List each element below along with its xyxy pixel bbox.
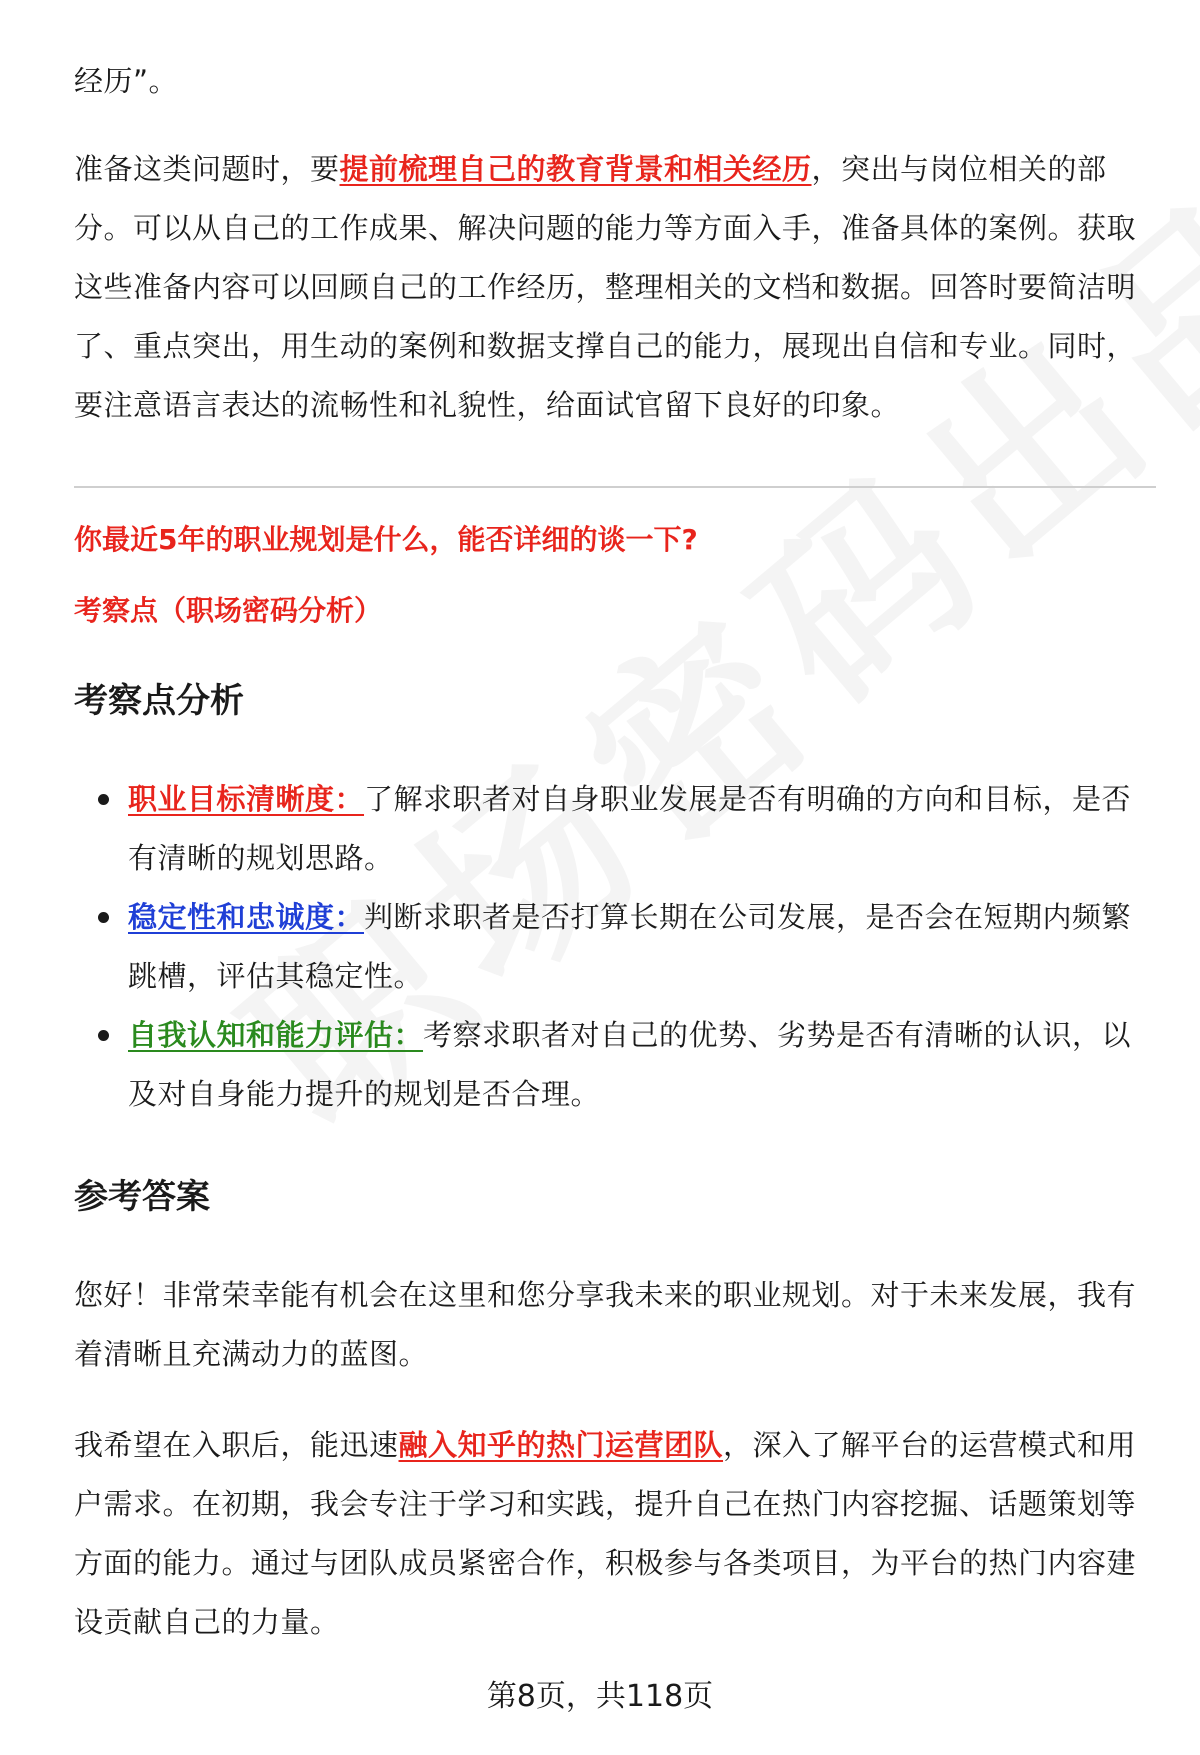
answer-heading: 参考答案: [74, 1177, 210, 1217]
answer-paragraph-2: [74, 1416, 1156, 1652]
point-label: 职业目标清晰度：: [128, 782, 365, 816]
analysis-list: [74, 770, 1156, 1124]
intro-line: [74, 52, 1156, 111]
bullet-icon: [98, 912, 109, 923]
answer-p1-text: 您好！非常荣幸能有机会在这里和您分享我未来的职业规划。对于未来发展，我有着清晰且充满动力的蓝图。: [74, 1278, 1137, 1371]
prep-before: 准备这类问题时，要: [74, 152, 340, 186]
section-divider: [74, 486, 1156, 488]
bullet-icon: [98, 794, 109, 805]
list-item: [74, 770, 1156, 888]
point-label: 自我认知和能力评估：: [128, 1018, 424, 1052]
question-title: 你最近5年的职业规划是什么，能否详细的谈一下?: [74, 523, 698, 556]
point-label: 稳定性和忠诚度：: [128, 900, 365, 934]
answer-p2-highlight: 融入知乎的热门运营团队: [398, 1428, 724, 1462]
prep-highlight: 提前梳理自己的教育背景和相关经历: [339, 152, 812, 186]
page-number: 第8页，共118页: [486, 1679, 714, 1714]
answer-p2-before: 我希望在入职后，能迅速: [74, 1428, 399, 1462]
point-text: 了解求职者对自身职业发展是否有明确的方向和目标，是否有清晰的规划思路。: [128, 782, 1132, 875]
intro-text: 经历”。: [74, 64, 179, 98]
list-item: [74, 1006, 1156, 1124]
bullet-icon: [98, 1030, 109, 1041]
list-item: [74, 888, 1156, 1006]
question-subtitle: 考察点（职场密码分析）: [74, 594, 383, 627]
analysis-heading: 考察点分析: [74, 681, 244, 721]
point-text: 考察求职者对自己的优势、劣势是否有清晰的认识，以及对自身能力提升的规划是否合理。: [128, 1018, 1132, 1111]
prep-after: ，突出与岗位相关的部分。可以从自己的工作成果、解决问题的能力等方面入手，准备具体的案例。获取这些准备内容可以回顾自己的工作经历，整理相关的文档和数据。回答时要简洁明了、重点突出，用生动的案例和数据支撑自己的能力，展现出自信和专业。同时，要注意语言表达的流畅性和礼貌性，给面试官留下良好的印象。: [74, 152, 1137, 422]
point-text: 判断求职者是否打算长期在公司发展，是否会在短期内频繁跳槽，评估其稳定性。: [128, 900, 1132, 993]
prep-paragraph: [74, 140, 1156, 435]
answer-p2-after: ，深入了解平台的运营模式和用户需求。在初期，我会专注于学习和实践，提升自己在热门内容挖掘、话题策划等方面的能力。通过与团队成员紧密合作，积极参与各类项目，为平台的热门内容建设贡献自己的力量。: [74, 1428, 1137, 1639]
answer-paragraph-1: [74, 1266, 1156, 1384]
